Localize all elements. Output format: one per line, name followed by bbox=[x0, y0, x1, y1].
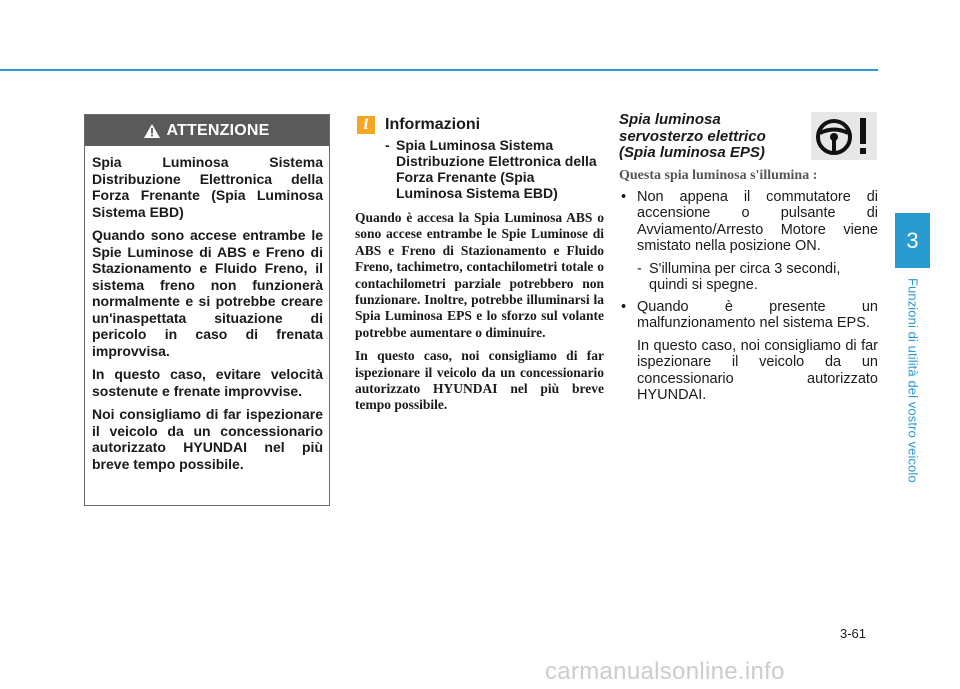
information-item-text: Spia Luminosa Sistema Distribuzione Elettronica della Forza Frenante (Spia Luminosa Sistema EBD) bbox=[396, 137, 597, 201]
warning-triangle-icon bbox=[144, 124, 160, 138]
page-number: 3-61 bbox=[840, 626, 867, 641]
list-item-text: Non appena il commutatore di accensione o pulsante di Avviamento/Arresto Motore viene smistato nella posizione ON. bbox=[637, 188, 878, 254]
information-title: Informazioni bbox=[385, 116, 481, 133]
list-item bbox=[619, 299, 878, 332]
warning-paragraph: Quando sono accese entrambe le Spie Luminose di ABS e Freno di Stazionamento e Fluido Freno, il sistema freno non funzionerà normalmente e si potrebbe creare un'inaspettata situazione di pericolo in caso di frenata improvvisa. bbox=[92, 227, 323, 359]
eps-subheading: Questa spia luminosa s'illumina : bbox=[619, 167, 818, 183]
warning-body bbox=[85, 146, 329, 472]
information-section bbox=[355, 114, 604, 414]
eps-title: Spia luminosa servosterzo elettrico (Spia luminosa EPS) bbox=[619, 111, 766, 161]
info-icon: i bbox=[357, 116, 375, 134]
information-item bbox=[385, 137, 604, 201]
sub-list-item bbox=[637, 261, 878, 294]
list-item bbox=[619, 189, 878, 255]
list-item-text: Quando è presente un malfunzionamento nel sistema EPS. bbox=[637, 298, 878, 331]
top-rule bbox=[0, 69, 878, 71]
warning-paragraph: In questo caso, evitare velocità sostenute e frenate improvvise. bbox=[92, 366, 323, 399]
dash-mark: - bbox=[385, 137, 390, 153]
watermark: carmanualsonline.info bbox=[545, 658, 785, 685]
chapter-title: Funzioni di utilità del vostro veicolo bbox=[905, 278, 921, 483]
warning-box bbox=[84, 114, 330, 506]
bullet-mark: • bbox=[621, 188, 627, 205]
steering-wheel-warning-icon bbox=[811, 112, 877, 160]
eps-paragraph: In questo caso, noi consigliamo di far ispezionare il veicolo da un concessionario autorizzato HYUNDAI. bbox=[637, 337, 878, 403]
dash-mark: - bbox=[637, 260, 642, 277]
warning-header bbox=[85, 115, 329, 146]
eps-section bbox=[619, 112, 878, 404]
chapter-number-tab: 3 bbox=[895, 213, 930, 268]
warning-header-label: ATTENZIONE bbox=[166, 121, 270, 139]
warning-paragraph: Spia Luminosa Sistema Distribuzione Elettronica della Forza Frenante (Spia Luminosa Sistema EBD) bbox=[92, 154, 323, 220]
sub-list-item-text: S'illumina per circa 3 secondi, quindi si spegne. bbox=[649, 260, 841, 293]
information-paragraph: In questo caso, noi consigliamo di far ispezionare il veicolo da un concessionario autorizzato HYUNDAI nel più breve tempo possibile. bbox=[355, 348, 604, 413]
information-paragraph: Quando è accesa la Spia Luminosa ABS o sono accese entrambe le Spie Luminose di ABS e Freno di Stazionamento e Fluido Freno, tachimetro, contachilometri totale o contachilometri parziale potrebbero non funzionare. Inoltre, potrebbe illuminarsi la Spia Luminosa EPS e lo sforzo sul volante potrebbe aumentare o diminuire. bbox=[355, 210, 604, 340]
warning-paragraph: Noi consigliamo di far ispezionare il veicolo da un concessionario autorizzato HYUNDAI nel più breve tempo possibile. bbox=[92, 406, 323, 472]
information-header bbox=[355, 114, 604, 136]
bullet-mark: • bbox=[621, 298, 627, 315]
